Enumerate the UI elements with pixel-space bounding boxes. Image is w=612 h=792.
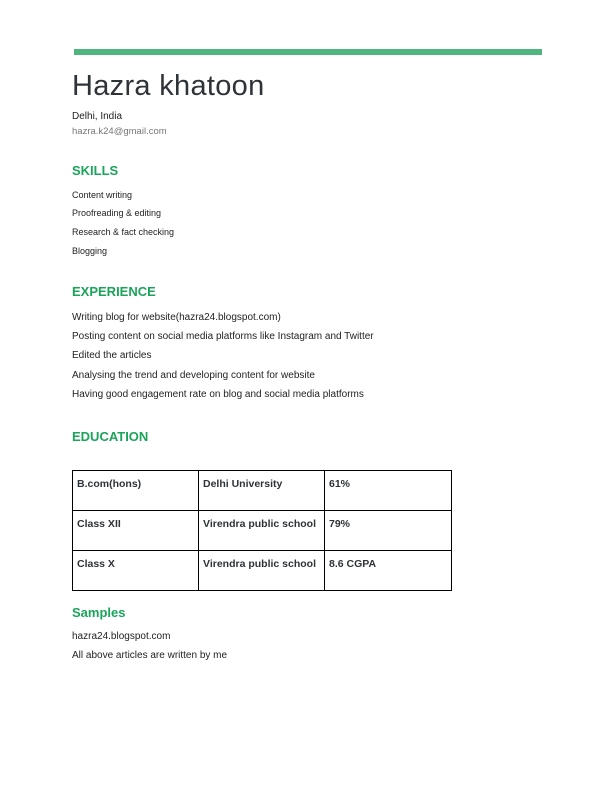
samples-note: All above articles are written by me [72,650,228,661]
table-row [73,471,452,511]
table-cell: Delhi University [199,471,325,511]
experience-item: Edited the articles [72,350,152,361]
skill-item: Content writing [72,190,133,200]
table-cell: B.com(hons) [73,471,199,511]
samples-heading: Samples [72,605,126,620]
table-cell: Class XII [73,511,199,551]
skill-item: Blogging [72,246,108,256]
experience-item: Writing blog for website(hazra24.blogspot.com) [72,312,281,323]
table-cell: Virendra public school [199,551,325,591]
experience-item: Having good engagement rate on blog and social media platforms [72,389,364,400]
experience-item: Analysing the trend and developing content for website [72,370,315,381]
education-heading: EDUCATION [72,429,149,444]
samples-link[interactable]: hazra24.blogspot.com [72,631,171,642]
table-cell: 79% [325,511,452,551]
education-table [72,470,452,591]
skills-heading: SKILLS [72,163,119,178]
email-text: hazra.k24@gmail.com [72,126,167,137]
skill-item: Research & fact checking [72,227,175,237]
table-row [73,551,452,591]
table-cell: 8.6 CGPA [325,551,452,591]
experience-item: Posting content on social media platforms like Instagram and Twitter [72,331,374,342]
header-accent-bar [74,49,542,55]
table-cell: Virendra public school [199,511,325,551]
experience-heading: EXPERIENCE [72,284,156,299]
page-title: Hazra khatoon [72,70,265,102]
table-cell: 61% [325,471,452,511]
location-text: Delhi, India [72,111,123,122]
table-cell: Class X [73,551,199,591]
table-row [73,511,452,551]
skill-item: Proofreading & editing [72,208,162,218]
